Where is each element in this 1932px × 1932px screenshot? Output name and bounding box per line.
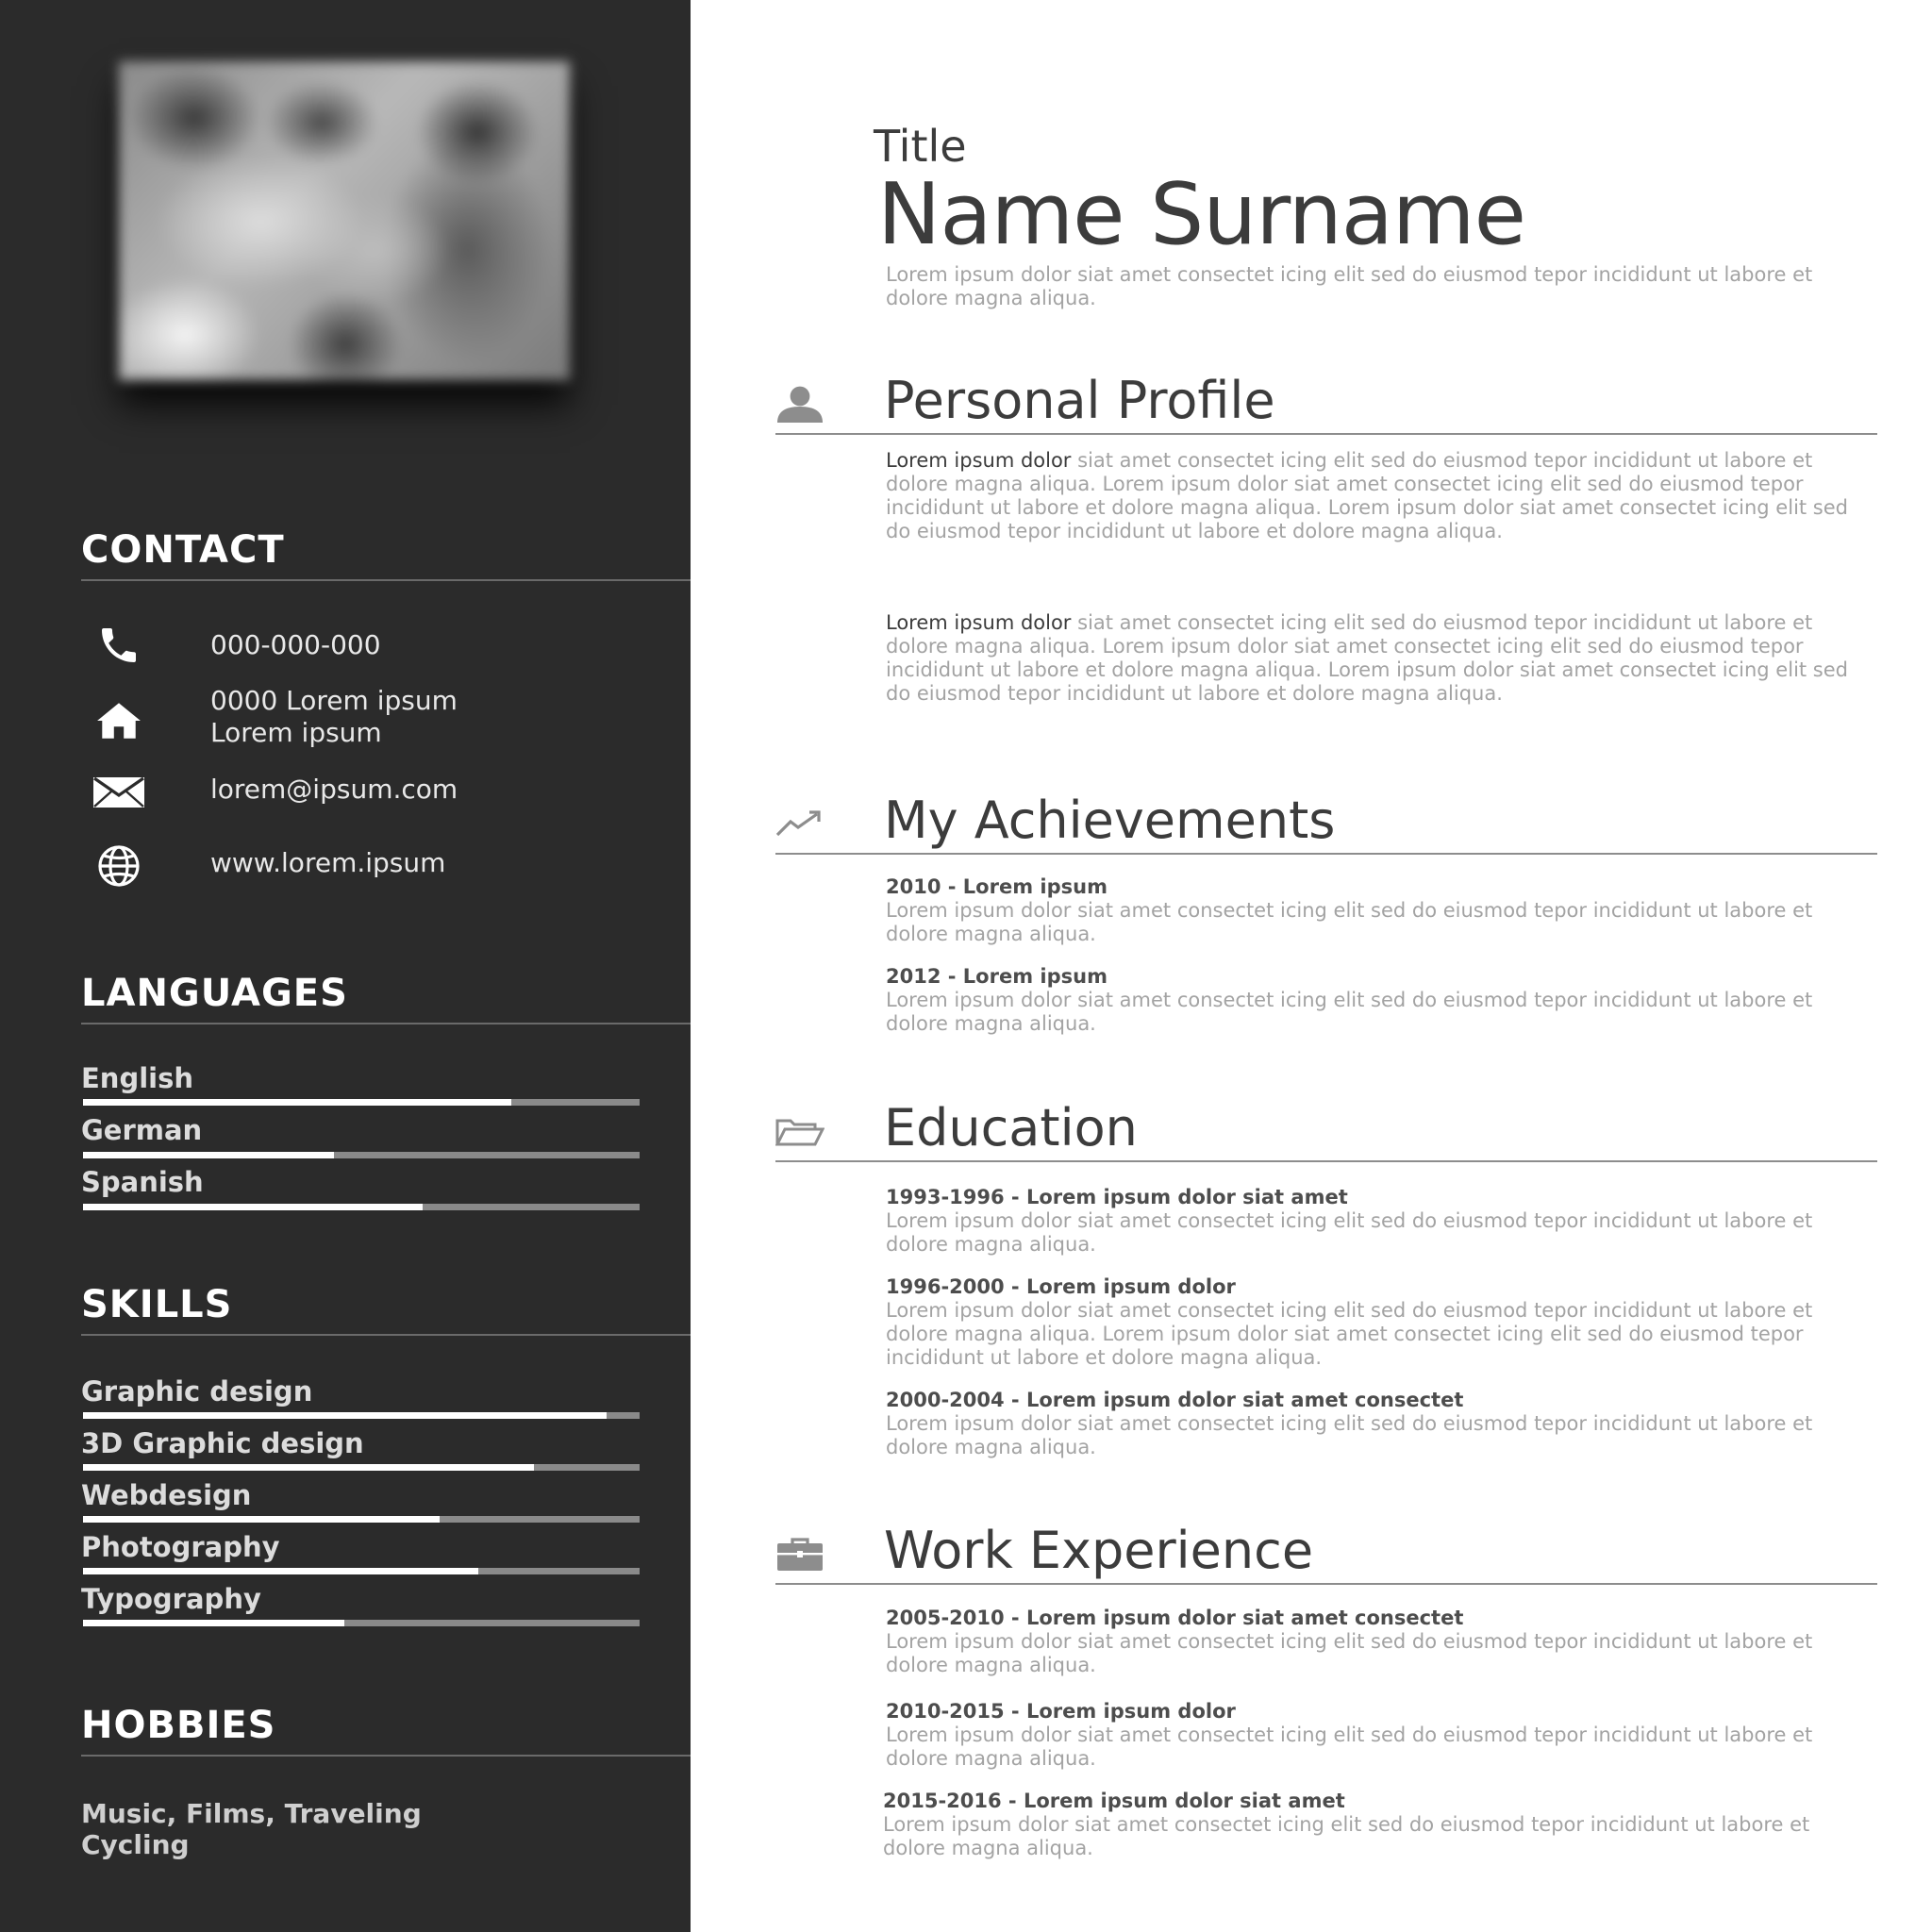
education-title: 1996-2000 - Lorem ipsum dolor (886, 1275, 1236, 1298)
tagline: Lorem ipsum dolor siat amet consectet icing elit sed do eiusmod tepor incididunt ut labore et dolore magna aliqua. (886, 263, 1813, 309)
sidebar (0, 0, 691, 1932)
skill-level-bar (83, 1620, 640, 1626)
language-level-bar (83, 1099, 640, 1106)
profile-paragraph-text: siat amet consectet icing elit sed do eiusmod tepor incididunt ut labore et dolore magna aliqua. Lorem ipsum dolor siat amet consectet icing elit sed do eiusmod tepor incididunt ut labore et dolore magna aliqua. Lorem ipsum dolor siat amet consectet icing elit sed do eiusmod tepor incididunt ut labore et dolore magna aliqua. (886, 611, 1848, 705)
skill-label: 3D Graphic design (81, 1427, 364, 1459)
profile-paragraph (886, 449, 1848, 543)
hobbies-heading: HOBBIES (81, 1704, 276, 1747)
education-heading: Education (884, 1098, 1138, 1158)
folder-open-icon (775, 1111, 824, 1153)
contact-email[interactable]: lorem@ipsum.com (210, 774, 458, 805)
work-text: Lorem ipsum dolor siat amet consectet icing elit sed do eiusmod tepor incididunt ut labore et dolore magna aliqua. (886, 1630, 1813, 1676)
profile-photo (119, 61, 570, 380)
education-text: Lorem ipsum dolor siat amet consectet icing elit sed do eiusmod tepor incididunt ut labore et dolore magna aliqua. (886, 1209, 1813, 1256)
address-line-1: 0000 Lorem ipsum (210, 685, 458, 716)
skill-level-fill (83, 1620, 344, 1626)
skills-divider (81, 1334, 691, 1336)
work-text: Lorem ipsum dolor siat amet consectet icing elit sed do eiusmod tepor incididunt ut labore et dolore magna aliqua. (883, 1813, 1810, 1859)
languages-heading: LANGUAGES (81, 972, 348, 1015)
profile-paragraph (886, 611, 1848, 706)
work-title: 2005-2010 - Lorem ipsum dolor siat amet consectet (886, 1607, 1464, 1629)
work-text: Lorem ipsum dolor siat amet consectet icing elit sed do eiusmod tepor incididunt ut labore et dolore magna aliqua. (886, 1724, 1813, 1770)
skill-level-fill (83, 1464, 534, 1471)
language-level-bar (83, 1204, 640, 1210)
job-title: Title (874, 121, 967, 172)
skill-label: Graphic design (81, 1375, 313, 1407)
education-divider (775, 1160, 1877, 1162)
work-title: 2010-2015 - Lorem ipsum dolor (886, 1700, 1236, 1723)
envelope-icon (91, 768, 147, 817)
profile-paragraph-text: siat amet consectet icing elit sed do eiusmod tepor incididunt ut labore et dolore magna aliqua. Lorem ipsum dolor siat amet consectet icing elit sed do eiusmod tepor incididunt ut labore et dolore magna aliqua. Lorem ipsum dolor siat amet consectet icing elit sed do eiusmod tepor incididunt ut labore et dolore magna aliqua. (886, 449, 1848, 542)
contact-address (210, 685, 458, 749)
language-label: Spanish (81, 1166, 204, 1198)
contact-heading: CONTACT (81, 528, 285, 572)
work-heading: Work Experience (884, 1521, 1314, 1580)
language-level-fill (83, 1152, 334, 1158)
achievement-title: 2012 - Lorem ipsum (886, 965, 1108, 988)
achievement-text: Lorem ipsum dolor siat amet consectet icing elit sed do eiusmod tepor incididunt ut labore et dolore magna aliqua. (886, 989, 1813, 1035)
language-level-fill (83, 1204, 423, 1210)
phone-icon (91, 621, 147, 670)
education-title: 1993-1996 - Lorem ipsum dolor siat amet (886, 1186, 1348, 1208)
contact-divider (81, 579, 691, 581)
trend-up-icon (775, 802, 824, 843)
hobbies-text: Music, Films, Traveling Cycling (81, 1798, 422, 1860)
skill-level-bar (83, 1568, 640, 1574)
achievements-heading: My Achievements (884, 791, 1336, 850)
profile-heading: Personal Profile (884, 371, 1275, 430)
skill-label: Webdesign (81, 1479, 252, 1511)
language-level-bar (83, 1152, 640, 1158)
contact-phone[interactable]: 000-000-000 (210, 629, 381, 660)
achievement-title: 2010 - Lorem ipsum (886, 875, 1108, 898)
education-title: 2000-2004 - Lorem ipsum dolor siat amet consectet (886, 1389, 1464, 1411)
languages-divider (81, 1023, 691, 1024)
briefcase-icon (775, 1534, 824, 1575)
skill-level-fill (83, 1568, 478, 1574)
skill-level-bar (83, 1412, 640, 1419)
profile-paragraph-lead: Lorem ipsum dolor (886, 449, 1072, 472)
full-name: Name Surname (877, 165, 1525, 264)
education-text: Lorem ipsum dolor siat amet consectet icing elit sed do eiusmod tepor incididunt ut labore et dolore magna aliqua. (886, 1412, 1813, 1458)
education-text: Lorem ipsum dolor siat amet consectet icing elit sed do eiusmod tepor incididunt ut labore et dolore magna aliqua. Lorem ipsum dolor siat amet consectet icing elit sed do eiusmod tepor incididunt ut labore et dolore magna aliqua. (886, 1299, 1813, 1369)
achievement-text: Lorem ipsum dolor siat amet consectet icing elit sed do eiusmod tepor incididunt ut labore et dolore magna aliqua. (886, 899, 1813, 945)
skills-heading: SKILLS (81, 1283, 233, 1326)
skill-label: Photography (81, 1531, 280, 1563)
language-label: German (81, 1114, 203, 1146)
skill-level-fill (83, 1516, 440, 1523)
profile-paragraph-lead: Lorem ipsum dolor (886, 611, 1072, 634)
skill-label: Typography (81, 1583, 261, 1615)
skill-level-fill (83, 1412, 607, 1419)
achievements-divider (775, 853, 1877, 855)
profile-divider (775, 433, 1877, 435)
person-icon (775, 383, 824, 425)
language-label: English (81, 1062, 194, 1094)
skill-level-bar (83, 1464, 640, 1471)
hobbies-divider (81, 1755, 691, 1757)
globe-icon (91, 841, 147, 891)
skill-level-bar (83, 1516, 640, 1523)
address-line-2: Lorem ipsum (210, 717, 382, 748)
work-title: 2015-2016 - Lorem ipsum dolor siat amet (883, 1790, 1345, 1812)
home-icon (91, 696, 147, 745)
language-level-fill (83, 1099, 511, 1106)
contact-website[interactable]: www.lorem.ipsum (210, 847, 446, 878)
work-divider (775, 1583, 1877, 1585)
